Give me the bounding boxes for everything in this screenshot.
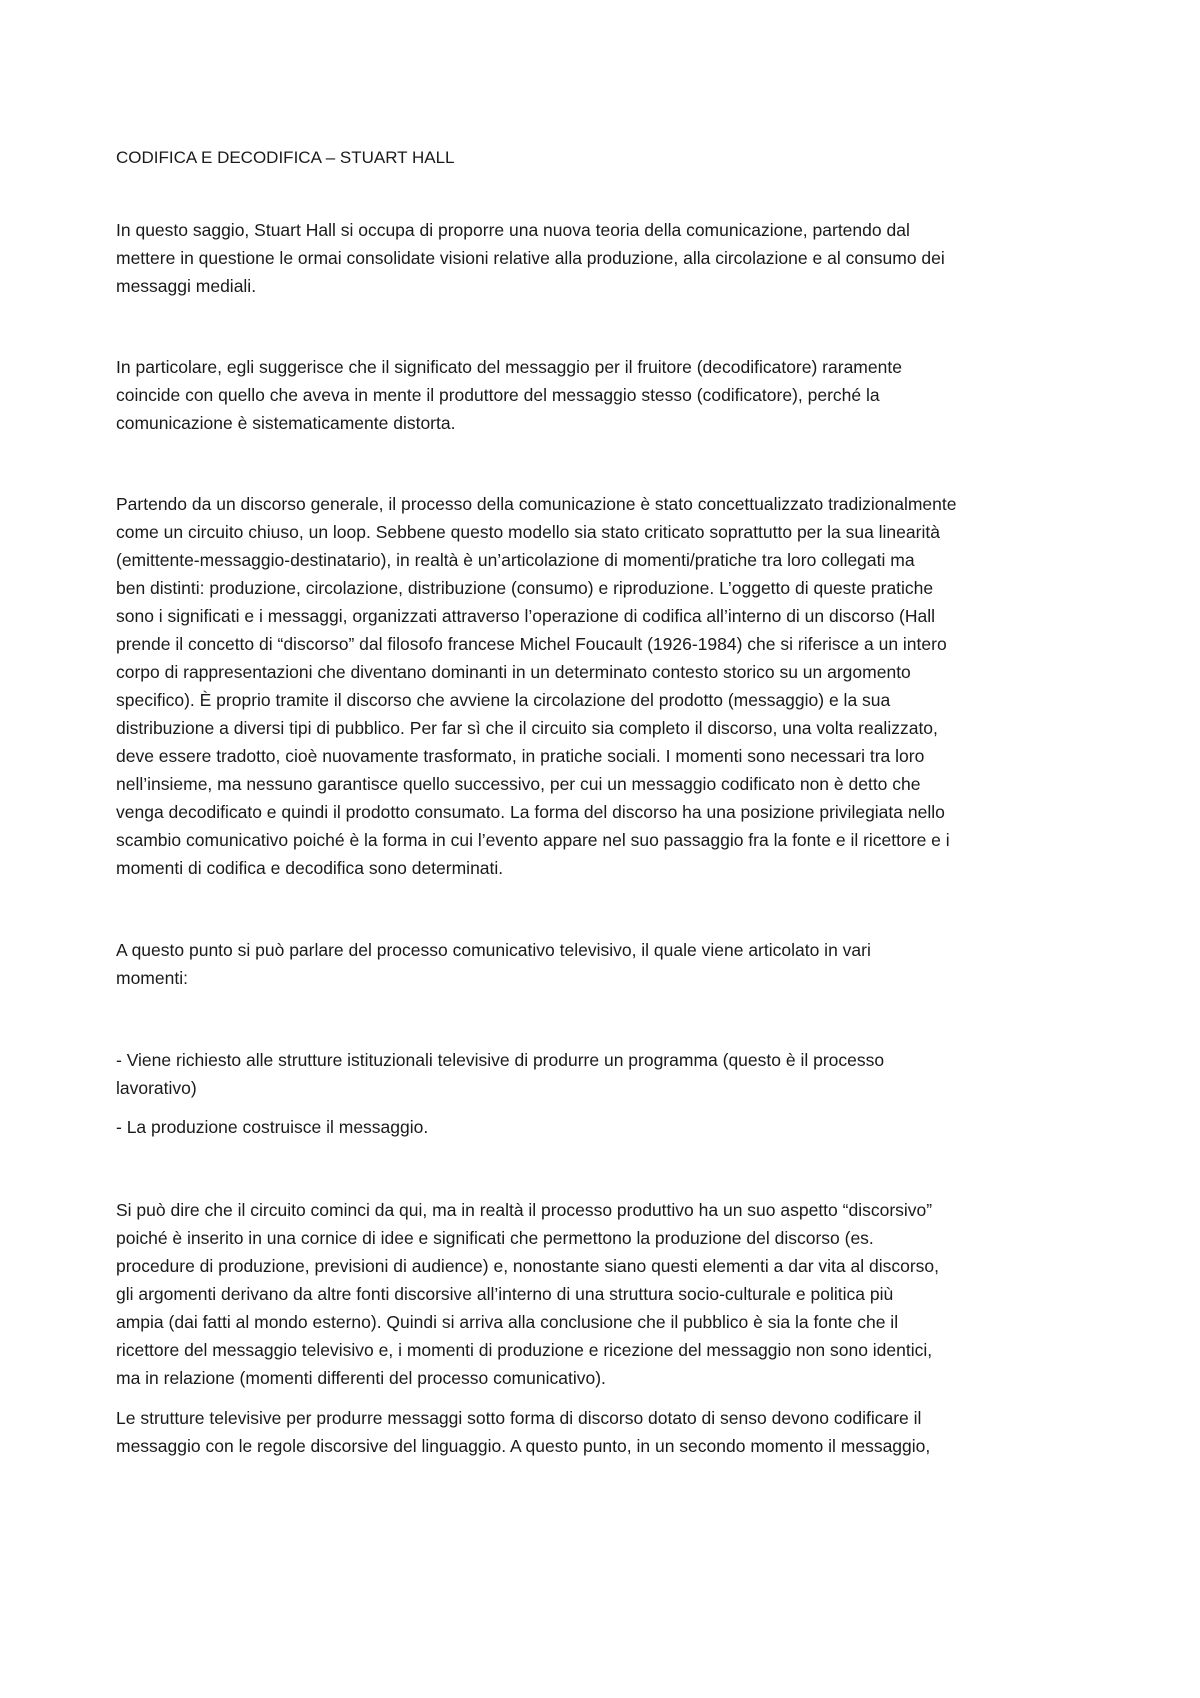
list-item-1-line-1: - Viene richiesto alle strutture istituzionali televisive di produrre un programma (questo è il processo bbox=[116, 1050, 885, 1070]
paragraph-1-line-3: messaggi mediali. bbox=[116, 276, 257, 296]
list-item-1-line-2: lavorativo) bbox=[116, 1078, 197, 1098]
paragraph-5-line-2: poiché è inserito in una cornice di idee e significati che permettono la produzione del discorso (es. bbox=[116, 1228, 874, 1248]
paragraph-3-line-11: nell’insieme, ma nessuno garantisce quello successivo, per cui un messaggio codificato non è detto che bbox=[116, 774, 921, 794]
paragraph-1-line-1: In questo saggio, Stuart Hall si occupa di proporre una nuova teoria della comunicazione, partendo dal bbox=[116, 220, 910, 240]
paragraph-5-line-1: Si può dire che il circuito cominci da qui, ma in realtà il processo produttivo ha un suo aspetto “discorsivo” bbox=[116, 1200, 933, 1220]
paragraph-2-line-2: coincide con quello che aveva in mente il produttore del messaggio stesso (codificatore), perché la bbox=[116, 385, 880, 405]
document-title: CODIFICA E DECODIFICA – STUART HALL bbox=[116, 148, 455, 167]
paragraph-5-line-6: ricettore del messaggio televisivo e, i momenti di produzione e ricezione del messaggio non sono identici, bbox=[116, 1340, 933, 1360]
paragraph-3-line-2: come un circuito chiuso, un loop. Sebbene questo modello sia stato criticato soprattutto per la sua linearità bbox=[116, 522, 940, 542]
paragraph-3-line-6: prende il concetto di “discorso” dal filosofo francese Michel Foucault (1926-1984) che si riferisce a un intero bbox=[116, 634, 947, 654]
paragraph-4-line-2: momenti: bbox=[116, 968, 188, 988]
paragraph-6-line-2: messaggio con le regole discorsive del linguaggio. A questo punto, in un secondo momento il messaggio, bbox=[116, 1436, 931, 1456]
paragraph-2-line-3: comunicazione è sistematicamente distorta. bbox=[116, 413, 456, 433]
paragraph-3-line-5: sono i significati e i messaggi, organizzati attraverso l’operazione di codifica all’interno di un discorso (Hall bbox=[116, 606, 936, 626]
paragraph-3-line-1: Partendo da un discorso generale, il processo della comunicazione è stato concettualizzato tradizionalmente bbox=[116, 494, 957, 514]
paragraph-5-line-5: ampia (dai fatti al mondo esterno). Quindi si arriva alla conclusione che il pubblico è sia la fonte che il bbox=[116, 1312, 899, 1332]
paragraph-4-line-1: A questo punto si può parlare del processo comunicativo televisivo, il quale viene articolato in vari bbox=[116, 940, 871, 960]
paragraph-3-line-7: corpo di rappresentazioni che diventano dominanti in un determinato contesto storico su un argomento bbox=[116, 662, 911, 682]
list-item-2-line-1: - La produzione costruisce il messaggio. bbox=[116, 1117, 429, 1137]
paragraph-5-line-4: gli argomenti derivano da altre fonti discorsive all’interno di una struttura socio-culturale e politica più bbox=[116, 1284, 894, 1304]
paragraph-3-line-8: specifico). È proprio tramite il discorso che avviene la circolazione del prodotto (messaggio) e la sua bbox=[116, 690, 891, 710]
paragraph-1-line-2: mettere in questione le ormai consolidate visioni relative alla produzione, alla circolazione e al consumo dei bbox=[116, 248, 945, 268]
paragraph-3-line-12: venga decodificato e quindi il prodotto consumato. La forma del discorso ha una posizione privilegiata nello bbox=[116, 802, 945, 822]
paragraph-3-line-13: scambio comunicativo poiché è la forma in cui l’evento appare nel suo passaggio fra la fonte e il ricettore e i bbox=[116, 830, 950, 850]
paragraph-2-line-1: In particolare, egli suggerisce che il significato del messaggio per il fruitore (decodificatore) raramente bbox=[116, 357, 902, 377]
paragraph-3-line-14: momenti di codifica e decodifica sono determinati. bbox=[116, 858, 504, 878]
paragraph-3-line-9: distribuzione a diversi tipi di pubblico. Per far sì che il circuito sia completo il discorso, una volta realizzato, bbox=[116, 718, 938, 738]
paragraph-6-line-1: Le strutture televisive per produrre messaggi sotto forma di discorso dotato di senso devono codificare il bbox=[116, 1408, 922, 1428]
paragraph-3-line-4: ben distinti: produzione, circolazione, distribuzione (consumo) e riproduzione. L’oggetto di queste pratiche bbox=[116, 578, 934, 598]
paragraph-3-line-3: (emittente-messaggio-destinatario), in realtà è un’articolazione di momenti/pratiche tra loro collegati ma bbox=[116, 550, 915, 570]
paragraph-5-line-3: procedure di produzione, previsioni di audience) e, nonostante siano questi elementi a dar vita al discorso, bbox=[116, 1256, 939, 1276]
paragraph-5-line-7: ma in relazione (momenti differenti del processo comunicativo). bbox=[116, 1368, 606, 1388]
paragraph-3-line-10: deve essere tradotto, cioè nuovamente trasformato, in pratiche sociali. I momenti sono necessari tra loro bbox=[116, 746, 925, 766]
